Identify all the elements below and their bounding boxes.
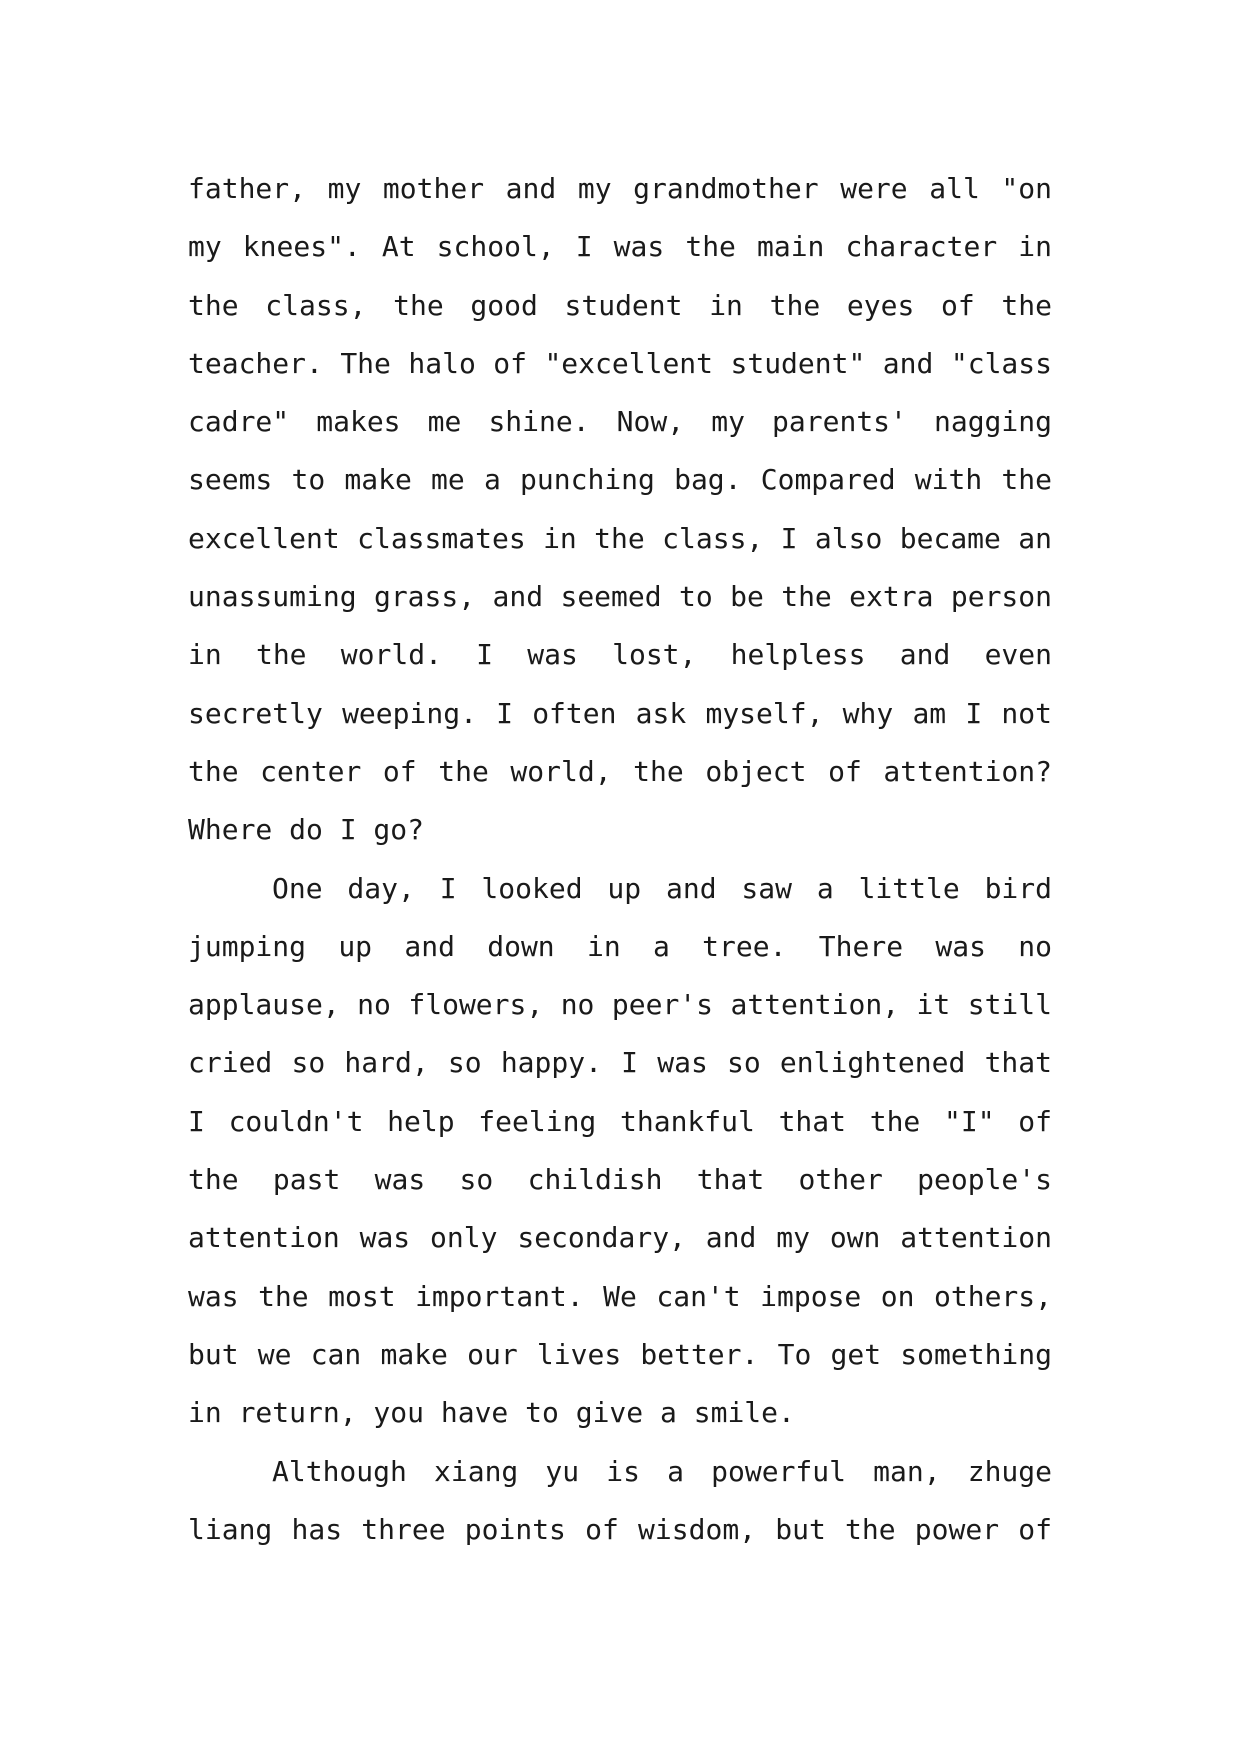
text-line-5: cadre" makes me shine. Now, my parents' nagging xyxy=(188,405,1052,439)
text-line-13: One day, I looked up and saw a little bird xyxy=(272,871,1052,905)
text-line-21: but we can make our lives better. To get something xyxy=(188,1337,1052,1371)
text-line-16: cried so hard, so happy. I was so enlightened that xyxy=(188,1046,1052,1080)
text-line-4: teacher. The halo of "excellent student" and "class xyxy=(188,346,1052,380)
text-line-11: the center of the world, the object of attention? xyxy=(188,754,1052,788)
text-line-7: excellent classmates in the class, I also became an xyxy=(188,521,1052,555)
text-line-20: was the most important. We can't impose on others, xyxy=(188,1279,1052,1313)
text-line-10: secretly weeping. I often ask myself, why am I not xyxy=(188,696,1052,730)
text-line-23: Although xiang yu is a powerful man, zhuge xyxy=(272,1454,1052,1488)
text-line-3: the class, the good student in the eyes of the xyxy=(188,288,1052,322)
text-line-24: liang has three points of wisdom, but the power of xyxy=(188,1512,1052,1546)
text-line-14: jumping up and down in a tree. There was no xyxy=(188,929,1052,963)
text-line-1: father, my mother and my grandmother were all "on xyxy=(188,172,1052,205)
text-line-2: my knees". At school, I was the main character in xyxy=(188,230,1052,264)
text-line-22: in return, you have to give a smile. xyxy=(188,1396,795,1430)
text-line-18: the past was so childish that other people's xyxy=(188,1163,1052,1197)
text-line-12: Where do I go? xyxy=(188,813,425,847)
text-line-9: in the world. I was lost, helpless and even xyxy=(188,638,1052,672)
text-line-19: attention was only secondary, and my own attention xyxy=(188,1221,1052,1255)
text-line-15: applause, no flowers, no peer's attention, it still xyxy=(188,988,1052,1022)
text-line-17: I couldn't help feeling thankful that the "I" of xyxy=(188,1104,1052,1138)
text-line-6: seems to make me a punching bag. Compared with the xyxy=(188,463,1052,497)
text-line-8: unassuming grass, and seemed to be the extra person xyxy=(188,580,1052,614)
document-body xyxy=(188,160,1052,1559)
